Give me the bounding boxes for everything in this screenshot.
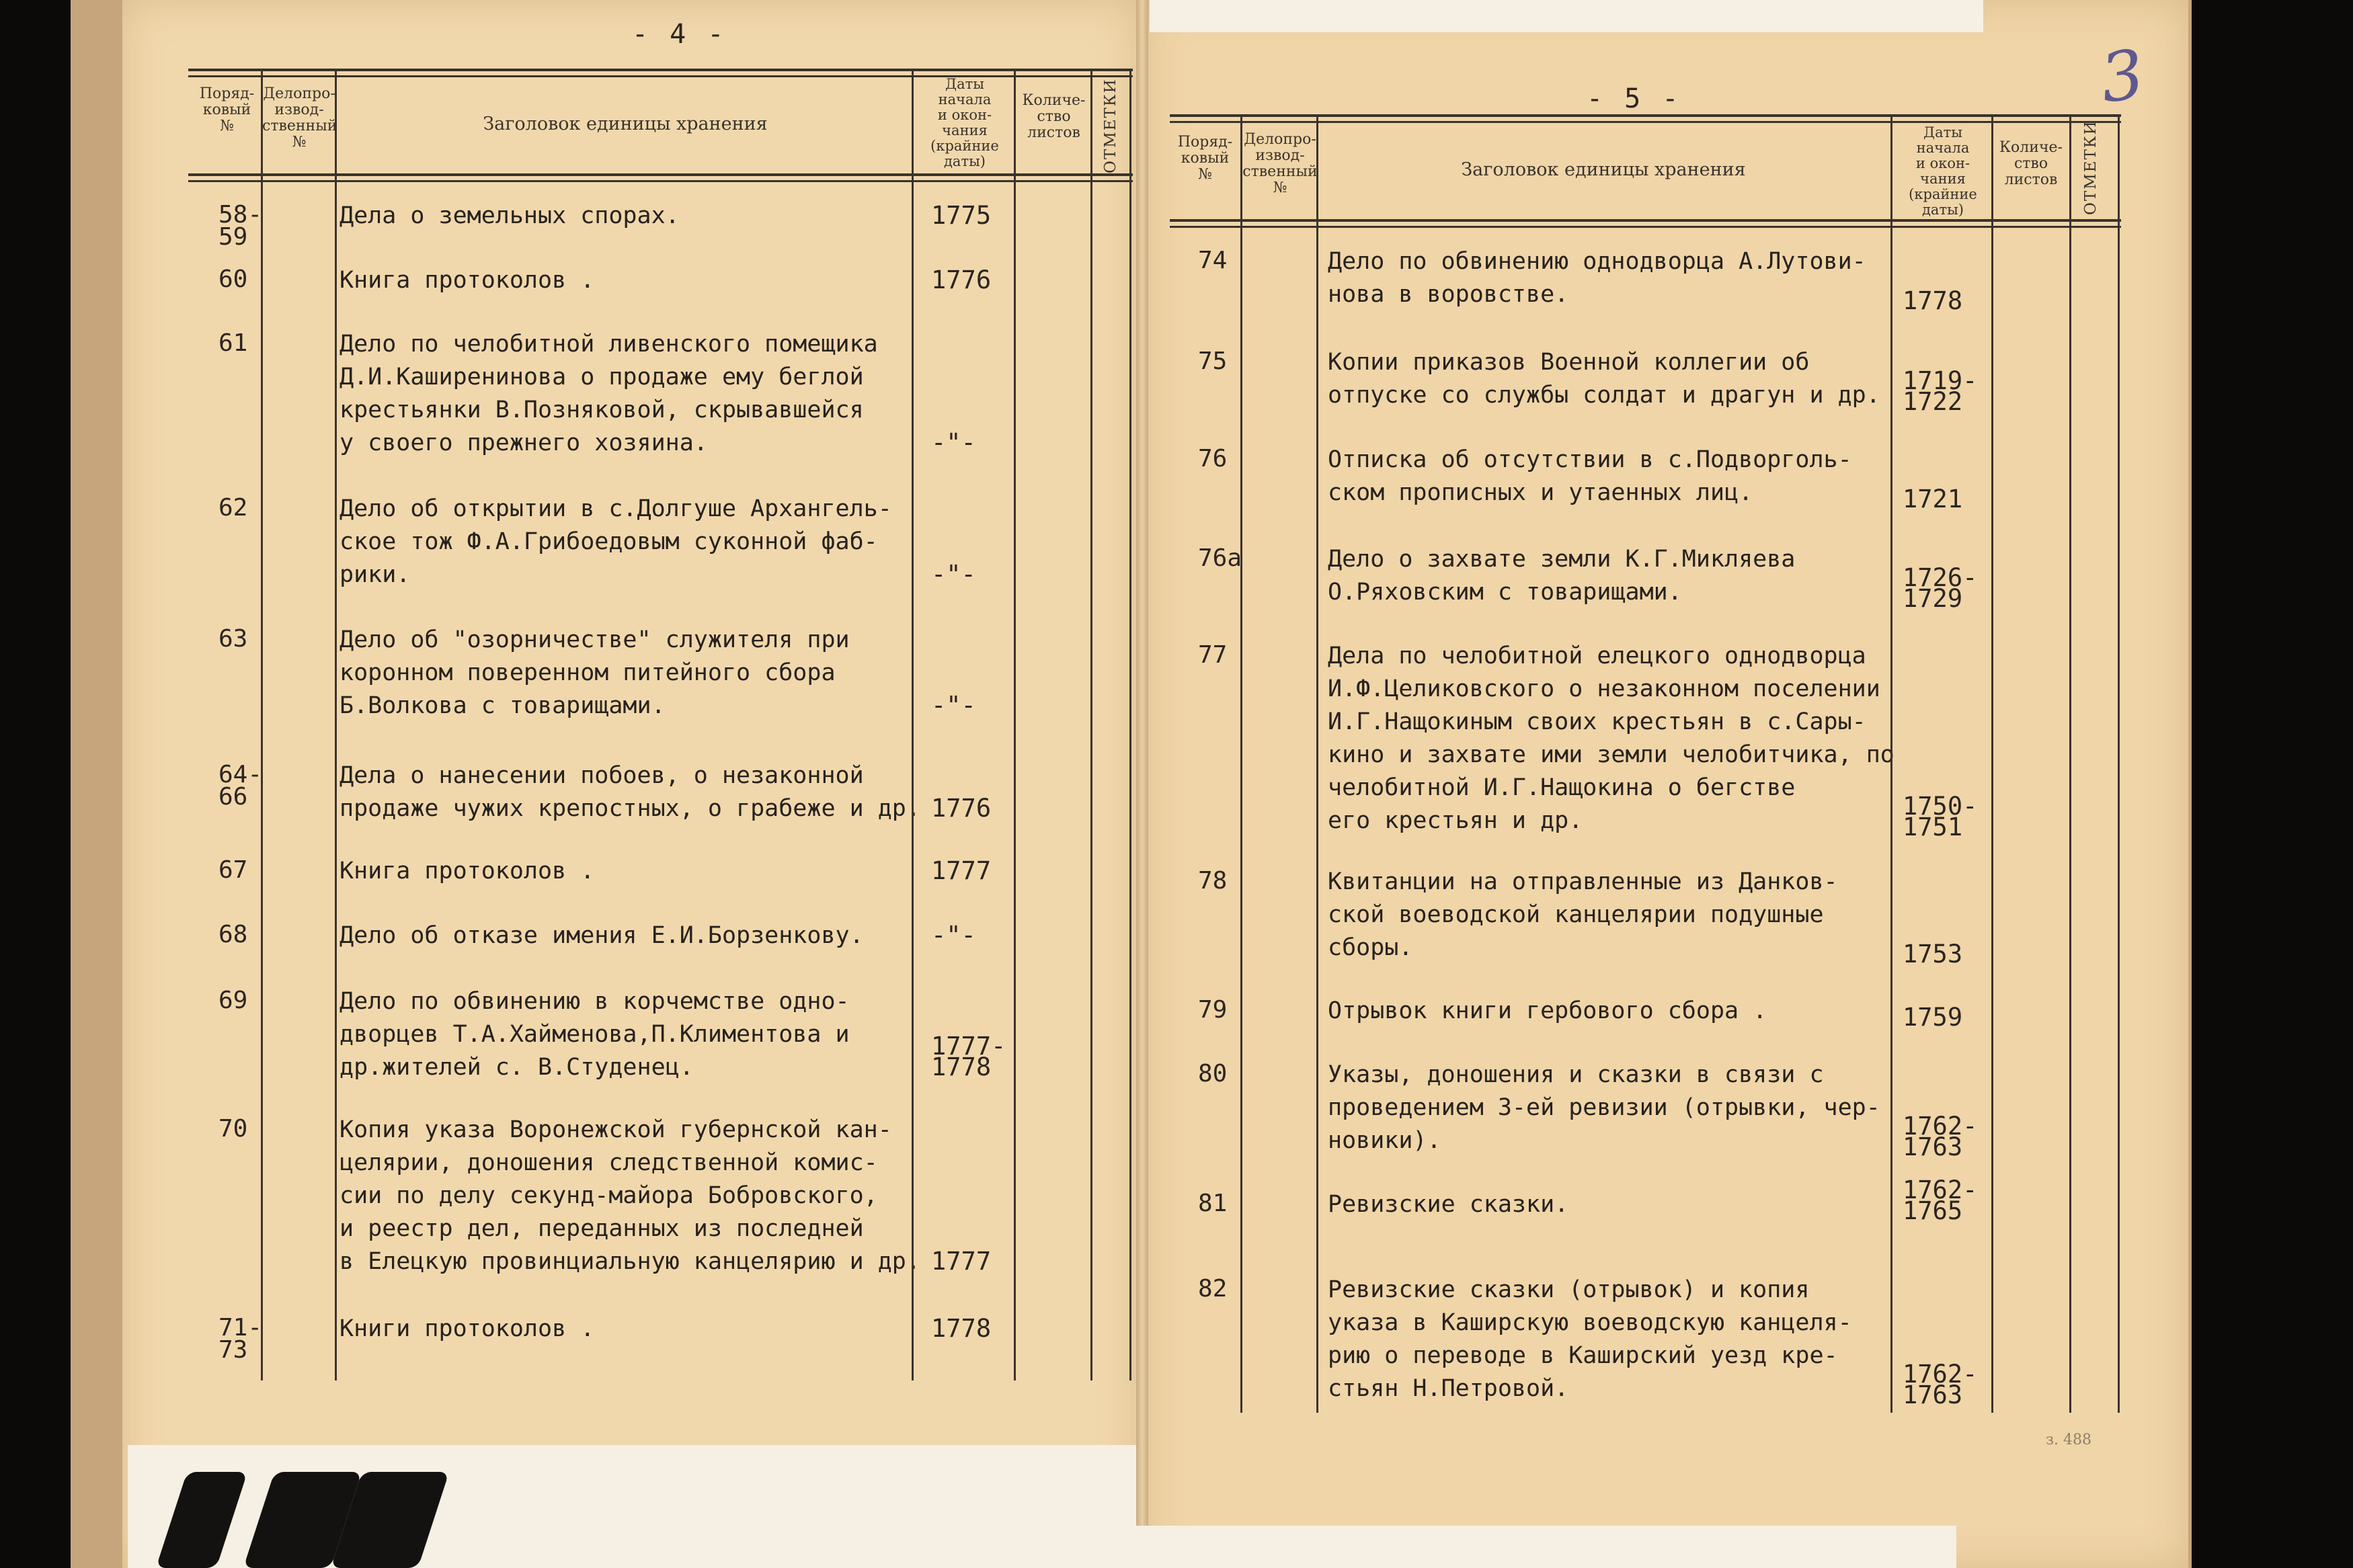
row-title: Ревизские сказки.: [1328, 1191, 1569, 1218]
row-dates: 1762- 1763: [1903, 1360, 1978, 1409]
row-title: Дело о захвате земли К.Г.Микляева О.Ряховским с товарищами.: [1328, 546, 1796, 606]
row-dates: -"-: [931, 921, 976, 950]
header-sheets: Количе- ство листов: [1022, 92, 1086, 141]
row-dates: 1776: [931, 265, 992, 294]
row-serial-number: 81: [1198, 1190, 1228, 1217]
row-title: Дела о нанесении побоев, о незаконной продаже чужих крепостных, о грабеже и др.: [340, 762, 920, 822]
row-serial-number: 76: [1198, 445, 1228, 472]
table-row-rule: [1170, 226, 2121, 228]
row-serial-number: 76а: [1198, 544, 1242, 572]
row-title: Отписка об отсутствии в с.Подворголь- ском прописных и утаенных лиц.: [1328, 446, 1852, 506]
row-dates: 1762- 1765: [1903, 1175, 1978, 1225]
row-serial-number: 74: [1198, 247, 1228, 274]
table-column-rule: [1890, 116, 1892, 1413]
row-dates: 1775: [931, 201, 992, 230]
table-column-rule: [1129, 70, 1131, 1380]
row-serial-number: 75: [1198, 347, 1228, 375]
table-row-rule: [188, 75, 1133, 77]
row-serial-number: 62: [218, 494, 248, 522]
row-dates: 1719- 1722: [1903, 366, 1978, 416]
row-serial-number: 78: [1198, 867, 1228, 895]
row-title: Дело об "озорничестве" служителя при коронном поверенном питейного сбора Б.Волкова с товарищами.: [340, 626, 850, 719]
table-column-rule: [261, 70, 263, 1380]
row-dates: 1777: [931, 856, 992, 885]
row-serial-number: 61: [218, 329, 248, 357]
row-title: Дело по обвинению однодворца А.Лутови- нова в воровстве.: [1328, 248, 1866, 308]
paper-strip: [1136, 1526, 1956, 1568]
row-dates: 1759: [1903, 1003, 1963, 1032]
table-row-rule: [188, 69, 1133, 71]
header-serial-no: Поряд- ковый №: [199, 85, 255, 134]
row-title: Дело об отказе имения Е.И.Борзенкову.: [340, 922, 864, 949]
table-row-rule: [188, 180, 1133, 182]
row-dates: 1778: [931, 1314, 992, 1343]
table-row-rule: [1170, 114, 2121, 117]
table-column-rule: [1240, 116, 1242, 1413]
row-dates: 1776: [931, 794, 992, 823]
table-column-rule: [912, 70, 914, 1380]
header-notes: ОТМЕТКИ: [2082, 120, 2100, 215]
header-notes: ОТМЕТКИ: [1102, 78, 1119, 173]
header-dates: Даты начала и окон- чания (крайние даты): [1909, 124, 1977, 218]
table-column-rule: [1316, 116, 1318, 1413]
row-title: Дела о земельных спорах.: [340, 202, 680, 229]
table-column-rule: [2069, 116, 2071, 1413]
header-dates: Даты начала и окон- чания (крайние даты): [930, 76, 999, 169]
row-dates: 1762- 1763: [1903, 1112, 1978, 1161]
row-title: Дела по челобитной елецкого однодворца И.Ф.Целиковского о незаконном поселении И.Г.Нащокиным своих крестьян в с.Сары- кино и захвате ими земли челобитчика, по челобитной И.Г.Нащокина о бегстве его крестьян и др.: [1328, 643, 1895, 834]
row-dates: 1777: [931, 1247, 992, 1276]
header-sheets: Количе- ство листов: [1999, 139, 2063, 188]
row-title: Книга протоколов .: [340, 267, 595, 294]
row-dates: -"-: [931, 560, 976, 589]
header-title: Заголовок единицы хранения: [1461, 159, 1746, 180]
row-serial-number: 67: [218, 856, 248, 884]
row-title: Указы, доношения и сказки в связи с проведением 3-ей ревизии (отрывки, чер- новики).: [1328, 1061, 1880, 1154]
table-row-rule: [1170, 121, 2121, 123]
row-dates: -"-: [931, 428, 976, 457]
row-serial-number: 68: [218, 921, 248, 948]
table-row-rule: [1170, 219, 2121, 222]
print-mark: з. 488: [2046, 1432, 2091, 1448]
row-serial-number: 58- 59: [218, 201, 263, 251]
row-title: Книга протоколов .: [340, 858, 595, 884]
row-title: Копия указа Воронежской губернской кан- целярии, доношения следственной комис- сии по делу секунд-майора Бобровского, и реестр дел, переданных из последней в Елецкую провинциальную канцелярию и др.: [340, 1116, 920, 1275]
row-serial-number: 79: [1198, 996, 1228, 1024]
row-title: Копии приказов Военной коллегии об отпуске со службы солдат и драгун и др.: [1328, 349, 1880, 409]
table-column-rule: [1014, 70, 1016, 1380]
table-row-rule: [188, 173, 1133, 176]
row-serial-number: 77: [1198, 641, 1228, 669]
row-dates: 1721: [1903, 485, 1963, 513]
row-title: Дело по обвинению в корчемстве одно- дворцев Т.А.Хайменова,П.Климентова и др.жителей с. В.Студенец.: [340, 988, 850, 1081]
row-dates: -"-: [931, 691, 976, 720]
table-column-rule: [335, 70, 337, 1380]
row-serial-number: 82: [1198, 1275, 1228, 1303]
handwritten-folio-number: 3: [2096, 34, 2149, 118]
row-title: Дело по челобитной ливенского помещика Д.И.Каширенинова о продаже ему беглой крестьянки В.Позняковой, скрывавшейся у своего прежнего хозяина.: [340, 331, 878, 456]
row-dates: 1778: [1903, 286, 1963, 315]
row-serial-number: 80: [1198, 1060, 1228, 1087]
row-dates: 1753: [1903, 940, 1963, 968]
table-column-rule: [1090, 70, 1092, 1380]
table-column-rule: [2118, 116, 2120, 1413]
row-serial-number: 71- 73: [218, 1314, 263, 1364]
row-serial-number: 60: [218, 265, 248, 293]
header-office-no: Делопро- извод- ственный №: [262, 85, 337, 151]
paper-strip: [1150, 0, 1983, 32]
row-serial-number: 70: [218, 1115, 248, 1143]
table-column-rule: [1991, 116, 1993, 1413]
page-number: - 4 -: [632, 19, 727, 50]
page-number: - 5 -: [1587, 83, 1681, 114]
row-serial-number: 69: [218, 987, 248, 1014]
row-title: Квитанции на отправленные из Данков- ской воеводской канцелярии подушные сборы.: [1328, 868, 1838, 961]
header-title: Заголовок единицы хранения: [483, 114, 768, 134]
row-title: Дело об открытии в с.Долгуше Архангель- ское тож Ф.А.Грибоедовым суконной фаб- рики.: [340, 495, 892, 588]
row-serial-number: 63: [218, 625, 248, 653]
book-gutter: [1136, 0, 1148, 1568]
row-dates: 1726- 1729: [1903, 563, 1978, 613]
header-serial-no: Поряд- ковый №: [1177, 134, 1233, 183]
row-title: Книги протоколов .: [340, 1315, 595, 1342]
row-dates: 1777- 1778: [931, 1032, 1006, 1081]
row-title: Ревизские сказки (отрывок) и копия указа в Каширскую воеводскую канцеля- рию о переводе в Каширский уезд кре- стьян Н.Петровой.: [1328, 1276, 1852, 1402]
header-office-no: Делопро- извод- ственный №: [1242, 131, 1318, 196]
row-serial-number: 64- 66: [218, 761, 263, 811]
row-title: Отрывок книги гербового сбора .: [1328, 997, 1767, 1024]
row-dates: 1750- 1751: [1903, 792, 1978, 841]
